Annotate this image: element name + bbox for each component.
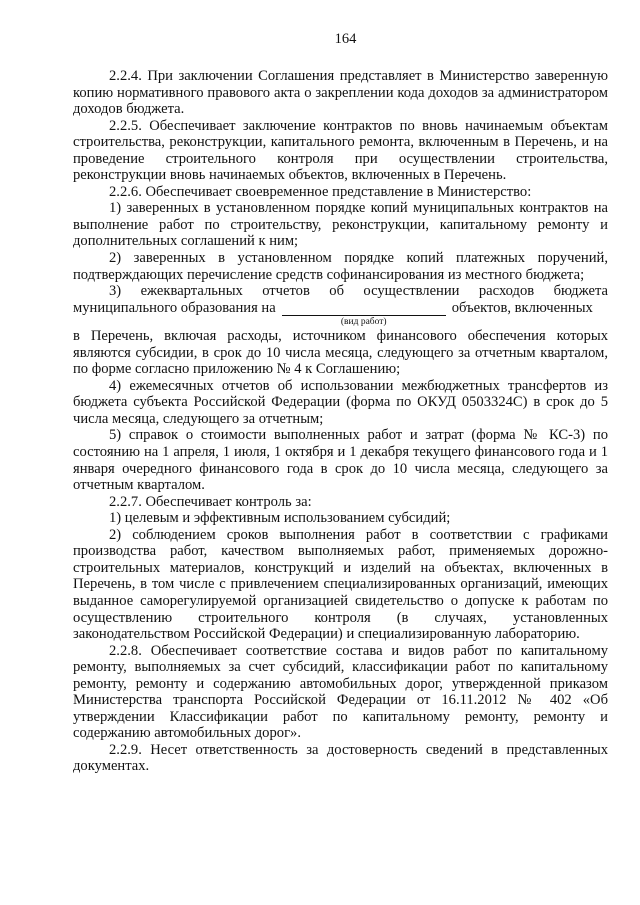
fill-in-lead-text: муниципального образования на	[73, 299, 276, 316]
fill-in-tail-text: объектов, включенных	[451, 299, 593, 316]
paragraph-2-2-5: 2.2.5. Обеспечивает заключение контрактов по вновь начинаемым объектам строительства, реконструкции, капитального ремонта, включенным в Перечень, и на проведение строительного контроля при осуществлении строительства, реконструкции вновь начинаемых объектов, включенных в Перечень.	[73, 117, 608, 184]
paragraph-2-2-6: 2.2.6. Обеспечивает своевременное представление в Министерство:	[109, 183, 532, 200]
work-type-blank	[282, 301, 446, 328]
document-body	[73, 68, 608, 775]
fill-in-row	[73, 299, 608, 328]
paragraph-2-2-4: 2.2.4. При заключении Соглашения представляет в Министерство заверенную копию нормативного правового акта о закреплении кода доходов за администратором доходов бюджета.	[73, 68, 608, 118]
list-item-2-2-6-3-continued: в Перечень, включая расходы, источником финансового обеспечения которых являются субсидии, в срок до 10 числа месяца, следующего за отчетным кварталом, по форме согласно приложению № 4 к Соглашению;	[73, 328, 608, 378]
list-item-2-2-6-3: 3) ежеквартальных отчетов об осуществлении расходов бюджета	[109, 283, 608, 300]
page-number: 164	[334, 31, 357, 47]
blank-caption: (вид работ)	[340, 317, 387, 328]
blank-underline	[282, 301, 446, 316]
paragraph-2-2-7: 2.2.7. Обеспечивает контроль за:	[109, 493, 312, 510]
paragraph-2-2-8: 2.2.8. Обеспечивает соответствие состава и видов работ по капитальному ремонту, выполняемых за счет субсидий, классификации работ по капитальному ремонту, ремонту и содержанию автомобильных дорог, утвержденной приказом Министерства транспорта Российской Федерации от 16.11.2012 № 402 «Об утверждении Классификации работ по капитальному ремонту, ремонту и содержанию автомобильных дорог».	[73, 642, 608, 742]
list-item-2-2-6-5: 5) справок о стоимости выполненных работ и затрат (форма № КС-3) по состоянию на 1 апреля, 1 июля, 1 октября и 1 декабря текущего финансового года и 1 января очередного финансового года в срок до 10 числа месяца, следующего за отчетным кварталом.	[73, 427, 608, 494]
list-item-2-2-7-1: 1) целевым и эффективным использованием субсидий;	[109, 510, 451, 527]
list-item-2-2-6-1: 1) заверенных в установленном порядке копий муниципальных контрактов на выполнение работ по строительству, реконструкции, капитальному ремонту и дополнительных соглашений к ним;	[73, 200, 608, 250]
list-item-2-2-6-4: 4) ежемесячных отчетов об использовании межбюджетных трансфертов из бюджета субъекта Российской Федерации (форма по ОКУД 0503324С) в срок до 5 числа месяца, следующего за отчетным;	[73, 377, 608, 427]
paragraph-2-2-9: 2.2.9. Несет ответственность за достоверность сведений в представленных документах.	[73, 741, 608, 775]
list-item-2-2-7-2: 2) соблюдением сроков выполнения работ в соответствии с графиками производства работ, качеством выполняемых работ, применяемых дорожно-строительных материалов, конструкций и изделий на объектах, включенных в Перечень, в том числе с привлечением специализированных организаций, имеющих выданное саморегулируемой организацией свидетельство о допуске к работам по осуществлению строительного контроля (в случаях, установленных законодательством Российской Федерации) и специализированную лабораторию.	[73, 526, 608, 643]
list-item-2-2-6-2: 2) заверенных в установленном порядке копий платежных поручений, подтверждающих перечисление средств софинансирования из местного бюджета;	[73, 250, 608, 283]
